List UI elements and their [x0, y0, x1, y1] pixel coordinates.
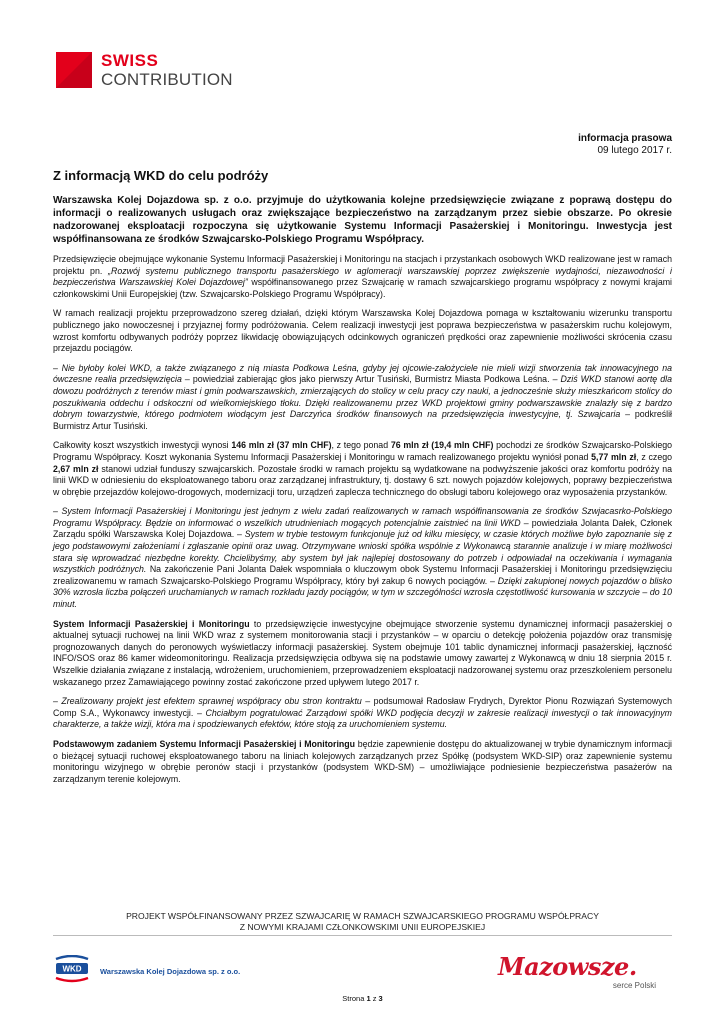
page-total: 3 — [378, 994, 383, 1003]
p6-text-b: to przedsięwzięcie inwestycyjne obejmujące stworzenie systemu dynamicznej informacji pasażerskiej o aktualnej sytuacji ruchowej na linii WKD wraz z systemem monitorowania stacji i przystanków – w oparciu o detekcję położenia pojazdów oraz transmisję prognozowanych danych do peronowych wyświetlaczy informacji pasażerskiej. System obejmuje 101 tablic dynamicznej informacji pasażerskiej, łączność INFO/SOS oraz 86 kamer wideomonitoringu. Realizacja przedsięwzięcia odbywa się na podstawie umowy zawartej z Wykonawcą w dniu 18 sierpnia 2015 r. Wszelkie działania związane z instalacją, wdrożeniem, uruchomieniem, przeprowadzeniem eksploatacji nadzorowanej systemu oraz przeszkoleniem personelu wskazanego przez Zamawiającego powinny zostać zakończone przed upływem lutego 2017 r. — [53, 618, 673, 687]
p7-quote-c: – Chciałbym pogratulować Zarządowi spółki WKD podjęcia decyzji w zakresie realizacji inwestycji o tak innowacyjnym charakterze, a także wizji, która ma i spodziewanych efektów, które stoją za uruchomieniem systemu. — [53, 707, 673, 730]
press-label: informacja prasowa — [578, 133, 672, 144]
article-body — [53, 194, 672, 793]
p1-project-name: „Rozwój systemu publicznego transportu pasażerskiego w aglomeracji warszawskiej poprzez zwiększenie wydajności, niezawodności i bezpieczeństwa Warszawskiej Kolei Dojazdowej” — [53, 265, 672, 288]
press-date: 09 lutego 2017 r. — [597, 145, 672, 156]
logo-line-contribution: CONTRIBUTION — [101, 70, 233, 89]
paragraph-4 — [53, 440, 672, 498]
paragraph-2: W ramach realizacji projektu przeprowadzono szereg działań, dzięki którym Warszawska Kolej Dojazdowa pomaga w kształtowaniu wizerunku transportu publicznego jako nowoczesnej i przyjaznej formy podróżowania. Celem realizacji inwestycji jest poprawa bezpieczeństwa w pasażerskim ruchu kolejowym, wzrost komfortu odbywanych podróży poprzez likwidację obowiązujących odcinkowych ograniczeń prędkości oraz zapewnienie możliwości skrócenia czasu przejazdu pociągów. — [53, 308, 672, 354]
swiss-contribution-logo — [56, 52, 256, 92]
p1-text-c: współfinansowanego przez Szwajcarię w ramach szwajcarskiego programu współpracy z nowymi krajami członkowskimi Unii Europejskiej (tzw. Szwajcarsko-Polskiego Programu Współpracy). — [53, 277, 673, 299]
p5-quote-a: – System Informacji Pasażerskiej i Monitoringu jest jednym z wielu zadań realizowanych w ramach współfinansowania ze środków Szwjacasrko-Polskiego Programu Współpracy. Będzie on informować o wszelkich utrudnieniach mogących potencjalnie zaistnieć na linii WKD — [53, 506, 672, 528]
wkd-logo-icon — [52, 955, 92, 985]
paragraph-7 — [53, 696, 672, 731]
p3-attribution: – powiedział zabierając głos jako pierwszy Artur Tusiński, Burmistrz Miasta Podkowa Leśna. — [181, 374, 553, 385]
p8-text-b: będzie zapewnienie dostępu do aktualizowanej w trybie dynamicznym informacji o bieżącej sytuacji ruchowej eksploatowanego taboru na liniach kolejowych zarządzanych przez Spółkę (podsystem WKD-SIP) oraz zapewnienie systemu monitoringu wizyjnego w obrębie peronów stacji i przystanków (podsystem WKD-SM) – umożliwiające podniesienie bezpieczeństwa pasażerów na zarządzanym terenie kolejowym. — [53, 738, 672, 784]
p4-text-g: , z czego — [636, 451, 672, 462]
p4-text-e: pochodzi ze środków Szwajcarsko-Polskiego Programu Współpracy. Koszt wykonania Systemu Informacji Pasażerskiej i Monitoringu w ramach realizowanego projektu wyniósł ponad — [53, 440, 673, 462]
mazowsze-wordmark: Mazowsze. — [498, 952, 637, 981]
mazowsze-logo — [498, 952, 668, 992]
paragraph-6 — [53, 619, 672, 689]
mazowsze-tagline: serce Polski — [612, 981, 656, 990]
p5-quote-e: – Dzięki zakupionej nowych pojazdów o blisko 30% wzrosła liczba połączeń uruchamianych w ramach rozkładu jazdy pociągów, w tym w szczególności wzrosła częstotliwość kursowania w szczycie – do 10 minut. — [53, 575, 672, 610]
p5-text-d: Na zakończenie Pani Jolanta Dałek wspomniała o kluczowym obok Systemu Informacji Pasażerskiej i Monitoringu przedsięwzięciu zrealizowanemu w ramach Szwajcarsko-Polskiego Programu Współpracy, który był zakup 6 nowych pociągów. — [53, 564, 673, 586]
page-number — [0, 994, 725, 1003]
paragraph-5 — [53, 506, 672, 610]
paragraph-8 — [53, 739, 672, 785]
p4-text-a: Całkowity koszt wszystkich inwestycji wynosi — [53, 440, 232, 451]
press-info — [578, 133, 672, 157]
footer-divider — [53, 935, 672, 936]
lead-paragraph: Warszawska Kolej Dojazdowa sp. z o.o. przyjmuje do użytkowania kolejne przedsięwzięcie związane z poprawą dostępu do informacji o realizowanych usługach oraz zwiększające bezpieczeństwo na zarządzanym przez siebie obszarze. Po okresie nadzorowanej eksploatacji rozpoczyna się użytkowanie Systemu Informacji Pasażerskiej i Monitoringu. Inwestycja jest współfinansowana ze środków Szwajcarsko-Polskiego Programu Współpracy. — [53, 195, 672, 245]
p4-swiss-funds: 76 mln zł (19,4 mln CHF) — [390, 440, 494, 451]
p4-text-i: stanowi udział funduszy szwajcarskich. Pozostałe środki w ramach projektu są wydatkowane na podwyższenie jakości oraz komfortu podróży na linii WKD w odniesieniu do eksploatowanego taboru oraz zarządzanej infrastruktury, tj. dostawy 6 szt. nowych pojazdów kolejowych, poprawy bezpieczeństwa w obrębie przejazdów kolejowo-drogowych, modernizacji toru, urządzeń zaplecza technicznego do obsługi taboru kolejowego oraz wyposażenia przystanków. — [53, 463, 672, 497]
p3-attribution-end: – podkreślił Burmistrz Artur Tusiński. — [53, 409, 672, 431]
p3-quote-c: – Dziś WKD stanowi aortę dla dowozu podróżnych z terenów miast i gmin podwarszawskich, zmierzających do stolicy w celu pracy czy nauki, a jednocześnie służy mieszkańcom stolicy do poszukiwania oddechu i odskoczni od wielkomiejskiego tłoku. Dzięki realizowanemu przez WKD projektowi gminy podwarszawskie znalazły się z bardzo dobrym towarzystwie, którego podmiotem wiodącym jest Darczyńca środków finansowych na przedsięwzięcia inwestycyjne, tj. Szwajcaria — [53, 374, 672, 420]
p7-attribution: – podsumował Radosław Frydrych, Dyrektor Pionu Rozwiązań Systemowych Comp S.A., Wykonawcy inwestycji. — [53, 696, 672, 718]
page-prefix: Strona — [342, 994, 367, 1003]
p4-text-c: , z tego ponad — [331, 440, 391, 451]
page-current: 1 — [366, 994, 371, 1003]
cofinancing-line-1: PROJEKT WSPÓŁFINANSOWANY PRZEZ SZWAJCARIĘ W RAMACH SZWAJCARSKIEGO PROGRAMU WSPÓŁPRACY — [126, 911, 599, 921]
p5-quote-c: – System w trybie testowym funkcjonuje już od kilku miesięcy, w czasie których możliwe było zapoznanie się z jego podstawowymi założeniami i zgłaszanie opinii oraz uwag. Otrzymywane wnioski spółka wspólnie z Wykonawcą starannie analizuje i w miarę możliwości stara się wprowadzać niezbędne korekty. Chcielibyśmy, aby system był jak najlepiej dostosowany do potrzeb i odpowiadał na oczekiwania i wymagania wszystkich podróżnych. — [53, 529, 672, 575]
wkd-logo-label: WKD — [62, 964, 82, 974]
logo-line-swiss: SWISS — [101, 51, 159, 70]
cofinancing-line-2: Z NOWYMI KRAJAMI CZŁONKOWSKIMI UNII EUROPEJSKIEJ — [239, 922, 486, 932]
p4-swiss-share: 2,67 mln zł — [53, 463, 99, 474]
paragraph-1 — [53, 254, 672, 300]
page-title: Z informacją WKD do celu podróży — [53, 168, 269, 183]
swiss-cross-icon — [56, 52, 92, 88]
cofinancing-note — [53, 911, 672, 933]
page-separator: z — [370, 994, 379, 1003]
p5-attribution: – powiedziała Jolanta Dałek, Członek Zarządu spółki Warszawska Kolej Dojazdowa. — [53, 517, 672, 540]
p1-text-a: Przedsięwzięcie obejmujące wykonanie Systemu Informacji Pasażerskiej i Monitoringu na stacjach i przystankach osobowych WKD realizowane jest w ramach projektu pn. — [53, 254, 672, 276]
p4-total-cost: 146 mln zł (37 mln CHF) — [231, 440, 332, 451]
paragraph-3 — [53, 363, 672, 433]
p7-quote-a: – Zrealizowany projekt jest efektem sprawnej współpracy obu stron kontraktu — [53, 696, 362, 707]
wkd-company-name: Warszawska Kolej Dojazdowa sp. z o.o. — [100, 967, 241, 976]
p6-system-name: System Informacji Pasażerskiej i Monitoringu — [53, 618, 250, 629]
p3-quote-a: – Nie byłoby kolei WKD, a także związanego z nią miasta Podkowa Leśna, gdyby jej ojcowie-założyciele nie mieli wizji stworzenia tak innowacyjnego na ówczesne realia przedsięwzięcia — [53, 362, 672, 385]
p4-system-cost: 5,77 mln zł — [591, 451, 637, 462]
p8-lead: Podstawowym zadaniem Systemu Informacji Pasażerskiej i Monitoringu — [53, 738, 356, 749]
